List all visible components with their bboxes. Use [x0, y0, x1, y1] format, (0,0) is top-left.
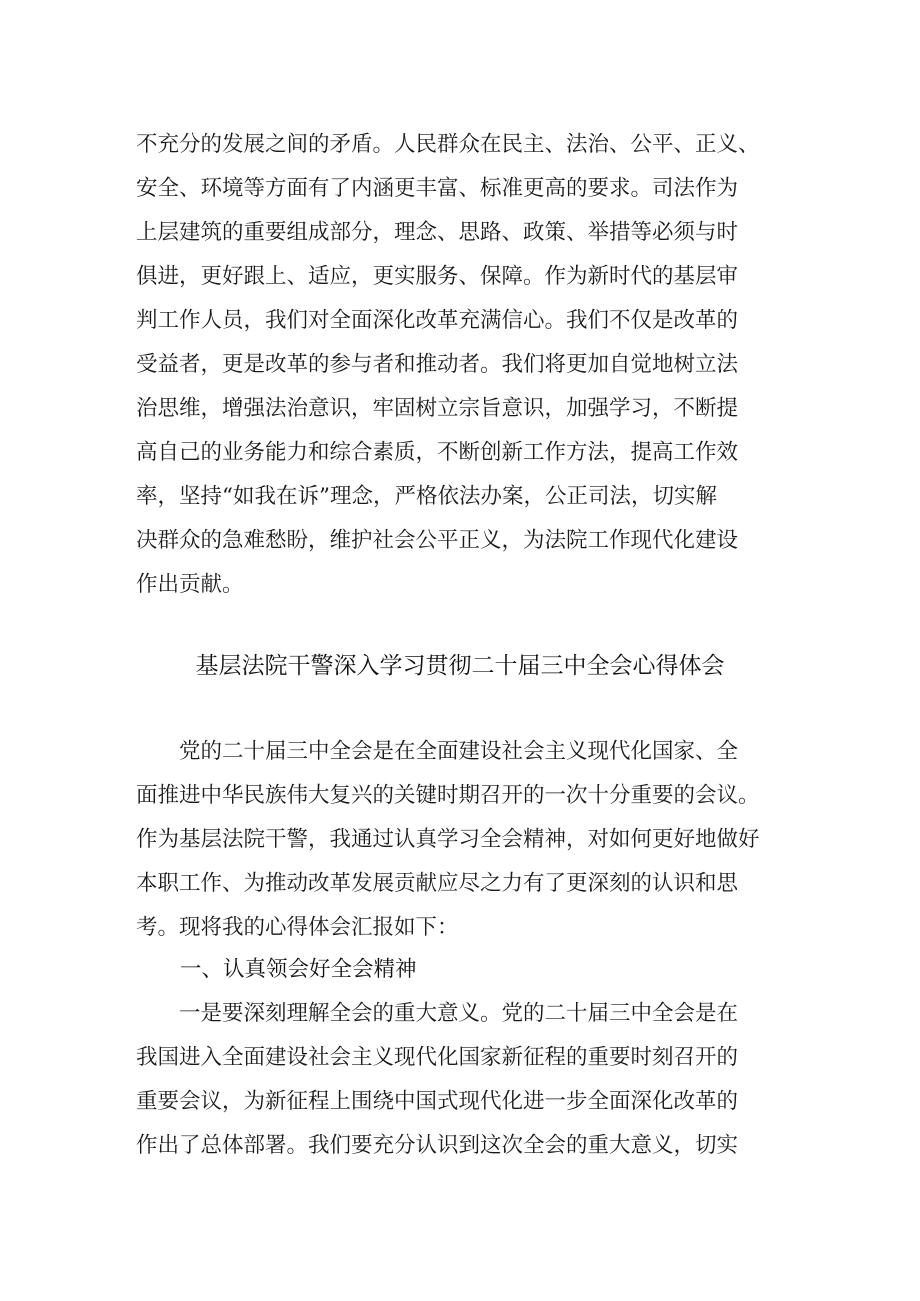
text-line: 不充分的发展之间的矛盾。人民群众在民主、法治、公平、正义、 — [136, 132, 760, 157]
text-line: 作出贡献。 — [136, 572, 244, 597]
text-line: 重要会议，为新征程上围绕中国式现代化进一步全面深化改革的 — [136, 1089, 739, 1114]
text-line: 判工作人员，我们对全面深化改革充满信心。我们不仅是改革的 — [136, 308, 739, 333]
text-line: 我国进入全面建设社会主义现代化国家新征程的重要时刻召开的 — [136, 1045, 739, 1070]
article-title: 基层法院干警深入学习贯彻二十届三中全会心得体会 — [195, 653, 725, 679]
text-line: 作为基层法院干警，我通过认真学习全会精神，对如何更好地做好 — [136, 827, 760, 852]
text-line: 高自己的业务能力和综合素质，不断创新工作方法，提高工作效 — [136, 440, 739, 465]
text-line: 治思维，增强法治意识，牢固树立宗旨意识，加强学习，不断提 — [136, 396, 739, 421]
text-line: 率，坚持“如我在诉”理念，严格依法办案，公正司法，切实解 — [136, 484, 717, 509]
text-line: 俱进，更好跟上、适应，更实服务、保障。作为新时代的基层审 — [136, 264, 739, 289]
text-line: 本职工作、为推动改革发展贡献应尽之力有了更深刻的认识和思 — [136, 871, 739, 896]
text-line: 作出了总体部署。我们要充分认识到这次全会的重大意义，切实 — [136, 1133, 739, 1158]
text-line: 上层建筑的重要组成部分，理念、思路、政策、举措等必须与时 — [136, 220, 739, 245]
text-line: 受益者，更是改革的参与者和推动者。我们将更加自觉地树立法 — [136, 352, 739, 377]
text-line: 党的二十届三中全会是在全面建设社会主义现代化国家、全 — [136, 739, 739, 764]
text-line: 面推进中华民族伟大复兴的关键时期召开的一次十分重要的会议。 — [136, 783, 760, 808]
text-line: 决群众的急难愁盼，维护社会公平正义，为法院工作现代化建设 — [136, 528, 739, 553]
text-line: 考。现将我的心得体会汇报如下： — [136, 915, 459, 940]
text-line: 一是要深刻理解全会的重大意义。党的二十届三中全会是在 — [136, 1001, 739, 1026]
text-line: 安全、环境等方面有了内涵更丰富、标准更高的要求。司法作为 — [136, 176, 739, 201]
section-heading: 一、认真领会好全会精神 — [180, 957, 417, 982]
